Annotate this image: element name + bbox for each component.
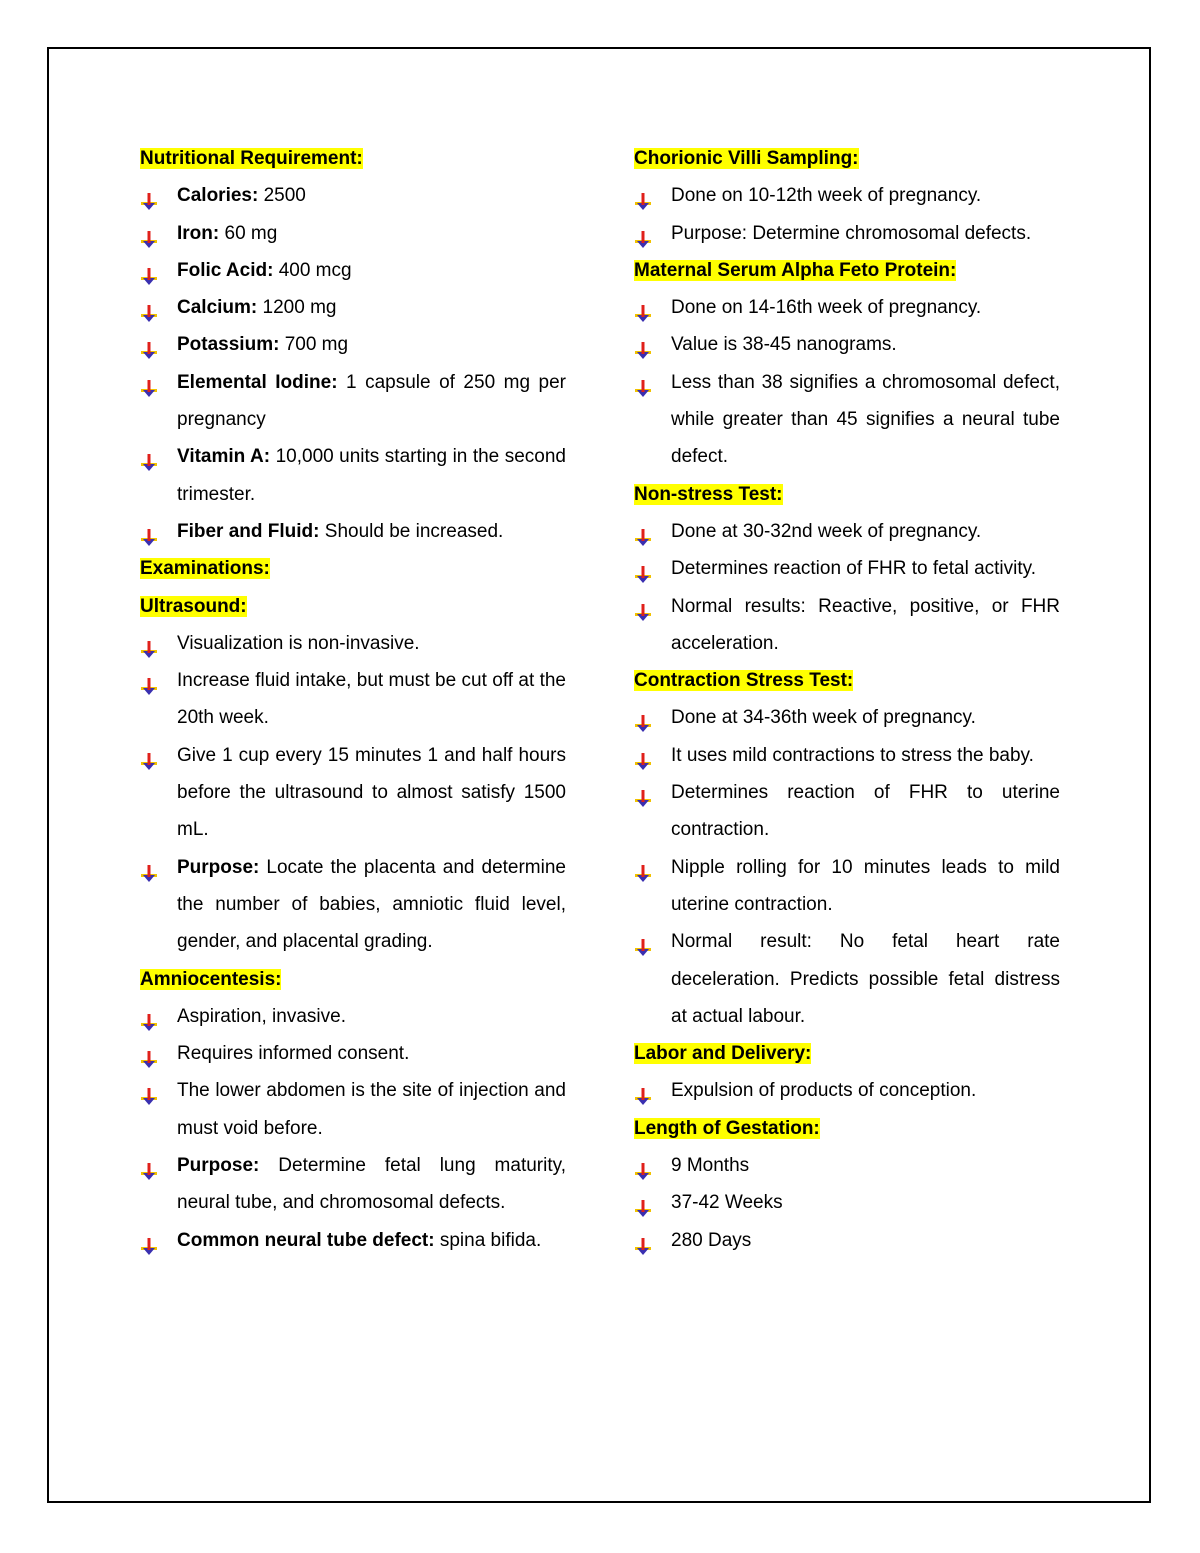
list-item bbox=[634, 326, 1060, 363]
item-label: Purpose: bbox=[177, 1155, 260, 1177]
item-text: Aspiration, invasive. bbox=[177, 1005, 346, 1027]
list-item bbox=[140, 215, 566, 252]
item-label: Elemental Iodine: bbox=[177, 371, 338, 393]
arrow-bullet-icon bbox=[634, 187, 652, 205]
section-heading-line bbox=[634, 476, 1060, 513]
list-item bbox=[634, 364, 1060, 476]
arrow-bullet-icon bbox=[634, 560, 652, 578]
item-label: Fiber and Fluid: bbox=[177, 520, 320, 542]
item-text: Nipple rolling for 10 minutes leads to mild uterine contraction. bbox=[671, 856, 1060, 915]
section-heading: Contraction Stress Test: bbox=[634, 670, 854, 692]
item-text: 700 mg bbox=[279, 334, 349, 356]
arrow-bullet-icon bbox=[140, 448, 158, 466]
item-text: Done at 34-36th week of pregnancy. bbox=[671, 707, 976, 729]
list-item bbox=[140, 662, 566, 737]
arrow-bullet-icon bbox=[634, 859, 652, 877]
arrow-bullet-icon bbox=[140, 859, 158, 877]
arrow-bullet-icon bbox=[634, 1157, 652, 1175]
list-item bbox=[634, 923, 1060, 1035]
arrow-bullet-icon bbox=[634, 784, 652, 802]
arrow-bullet-icon bbox=[140, 299, 158, 317]
list-item bbox=[634, 849, 1060, 924]
list-item bbox=[140, 364, 566, 439]
list-item bbox=[634, 289, 1060, 326]
list-item bbox=[140, 1072, 566, 1147]
item-label: Iron: bbox=[177, 222, 220, 244]
item-text: Increase fluid intake, but must be cut off at the 20th week. bbox=[177, 670, 566, 729]
item-text: Normal results: Reactive, positive, or FHR acceleration. bbox=[671, 595, 1060, 654]
item-text: Purpose: Determine chromosomal defects. bbox=[671, 222, 1032, 244]
arrow-bullet-icon bbox=[140, 523, 158, 541]
item-text: 1200 mg bbox=[257, 297, 337, 319]
item-text: Normal result: No fetal heart rate deceleration. Predicts possible fetal distress at actual labour. bbox=[671, 931, 1060, 1027]
list-item bbox=[140, 177, 566, 214]
item-text: Determines reaction of FHR to uterine contraction. bbox=[671, 782, 1060, 841]
list-item bbox=[140, 289, 566, 326]
item-text: Visualization is non-invasive. bbox=[177, 632, 420, 654]
arrow-bullet-icon bbox=[634, 598, 652, 616]
arrow-bullet-icon bbox=[140, 336, 158, 354]
arrow-bullet-icon bbox=[140, 262, 158, 280]
list-item bbox=[634, 513, 1060, 550]
section-heading: Labor and Delivery: bbox=[634, 1043, 812, 1065]
section-heading-line bbox=[140, 961, 566, 998]
section-heading-line bbox=[634, 140, 1060, 177]
item-label: Potassium: bbox=[177, 334, 280, 356]
item-label: Calories: bbox=[177, 185, 259, 207]
item-text: 37-42 Weeks bbox=[671, 1192, 783, 1214]
arrow-bullet-icon bbox=[140, 1045, 158, 1063]
item-text: 280 Days bbox=[671, 1229, 752, 1251]
section-heading-line bbox=[634, 1035, 1060, 1072]
section-heading: Length of Gestation: bbox=[634, 1117, 820, 1139]
right-column bbox=[634, 140, 1060, 1259]
list-item bbox=[140, 252, 566, 289]
item-text: 9 Months bbox=[671, 1155, 750, 1177]
list-item bbox=[140, 625, 566, 662]
item-text: The lower abdomen is the site of injection and must void before. bbox=[177, 1080, 566, 1139]
item-text: 400 mcg bbox=[273, 259, 352, 281]
section-heading: Amniocentesis: bbox=[140, 968, 282, 990]
item-text: 2500 bbox=[258, 185, 306, 207]
arrow-bullet-icon bbox=[634, 299, 652, 317]
item-text: Requires informed consent. bbox=[177, 1043, 410, 1065]
list-item bbox=[634, 1147, 1060, 1184]
section-heading-line bbox=[140, 588, 566, 625]
list-item bbox=[634, 1072, 1060, 1109]
arrow-bullet-icon bbox=[140, 187, 158, 205]
section-heading: Ultrasound: bbox=[140, 595, 247, 617]
item-label: Purpose: bbox=[177, 856, 260, 878]
arrow-bullet-icon bbox=[634, 225, 652, 243]
section-heading: Chorionic Villi Sampling: bbox=[634, 148, 859, 169]
list-item bbox=[140, 849, 566, 961]
left-column bbox=[140, 140, 566, 1259]
arrow-bullet-icon bbox=[140, 374, 158, 392]
arrow-bullet-icon bbox=[140, 672, 158, 690]
section-heading: Non-stress Test: bbox=[634, 483, 783, 505]
item-text: 10,000 units starting in the second trimester. bbox=[177, 446, 566, 505]
item-text: Done on 14-16th week of pregnancy. bbox=[671, 297, 982, 319]
item-label: Common neural tube defect: bbox=[177, 1229, 435, 1251]
arrow-bullet-icon bbox=[634, 1194, 652, 1212]
list-item bbox=[634, 699, 1060, 736]
arrow-bullet-icon bbox=[140, 1008, 158, 1026]
list-item bbox=[634, 737, 1060, 774]
section-heading-line bbox=[634, 1110, 1060, 1147]
list-item bbox=[634, 1222, 1060, 1259]
item-text: Should be increased. bbox=[319, 520, 504, 542]
arrow-bullet-icon bbox=[634, 1232, 652, 1250]
arrow-bullet-icon bbox=[634, 374, 652, 392]
list-item bbox=[140, 737, 566, 849]
item-text: Give 1 cup every 15 minutes 1 and half hours before the ultrasound to almost satisfy 1500 mL. bbox=[177, 744, 566, 841]
arrow-bullet-icon bbox=[634, 709, 652, 727]
item-label: Vitamin A: bbox=[177, 446, 271, 468]
item-text: Done on 10-12th week of pregnancy. bbox=[671, 185, 982, 207]
list-item bbox=[140, 1222, 566, 1259]
item-text: Expulsion of products of conception. bbox=[671, 1080, 977, 1102]
list-item bbox=[140, 438, 566, 513]
list-item bbox=[634, 774, 1060, 849]
list-item bbox=[634, 215, 1060, 252]
arrow-bullet-icon bbox=[140, 747, 158, 765]
arrow-bullet-icon bbox=[140, 635, 158, 653]
section-heading-line bbox=[634, 252, 1060, 289]
list-item bbox=[140, 1035, 566, 1072]
item-text: It uses mild contractions to stress the baby. bbox=[671, 744, 1034, 766]
section-heading-line bbox=[634, 662, 1060, 699]
section-heading-line bbox=[140, 140, 566, 177]
item-text: 1 capsule of 250 mg per pregnancy bbox=[177, 371, 566, 431]
item-label: Calcium: bbox=[177, 297, 258, 319]
list-item bbox=[140, 998, 566, 1035]
arrow-bullet-icon bbox=[140, 1157, 158, 1175]
item-text: 60 mg bbox=[219, 222, 278, 244]
item-text: Value is 38-45 nanograms. bbox=[671, 334, 897, 356]
item-text: Less than 38 signifies a chromosomal defect, while greater than 45 signifies a neural tube defect. bbox=[671, 371, 1060, 468]
arrow-bullet-icon bbox=[634, 747, 652, 765]
list-item bbox=[634, 550, 1060, 587]
item-text: Determine fetal lung maturity, neural tube, and chromosomal defects. bbox=[177, 1155, 566, 1214]
section-heading-line bbox=[140, 550, 566, 587]
list-item bbox=[634, 177, 1060, 214]
arrow-bullet-icon bbox=[634, 933, 652, 951]
arrow-bullet-icon bbox=[634, 523, 652, 541]
list-item bbox=[634, 1184, 1060, 1221]
arrow-bullet-icon bbox=[634, 336, 652, 354]
list-item bbox=[140, 326, 566, 363]
arrow-bullet-icon bbox=[140, 225, 158, 243]
section-heading: Maternal Serum Alpha Feto Protein: bbox=[634, 259, 957, 281]
arrow-bullet-icon bbox=[140, 1082, 158, 1100]
arrow-bullet-icon bbox=[634, 1082, 652, 1100]
item-text: spina bifida. bbox=[434, 1229, 542, 1251]
item-label: Folic Acid: bbox=[177, 259, 274, 281]
section-heading: Examinations: bbox=[140, 558, 270, 580]
item-text: Locate the placenta and determine the number of babies, amniotic fluid level, gender, and placental grading. bbox=[177, 856, 566, 953]
item-text: Determines reaction of FHR to fetal activity. bbox=[671, 558, 1036, 580]
item-text: Done at 30-32nd week of pregnancy. bbox=[671, 520, 982, 542]
section-heading: Nutritional Requirement: bbox=[140, 148, 363, 169]
list-item bbox=[634, 588, 1060, 663]
list-item bbox=[140, 513, 566, 550]
arrow-bullet-icon bbox=[140, 1232, 158, 1250]
list-item bbox=[140, 1147, 566, 1222]
